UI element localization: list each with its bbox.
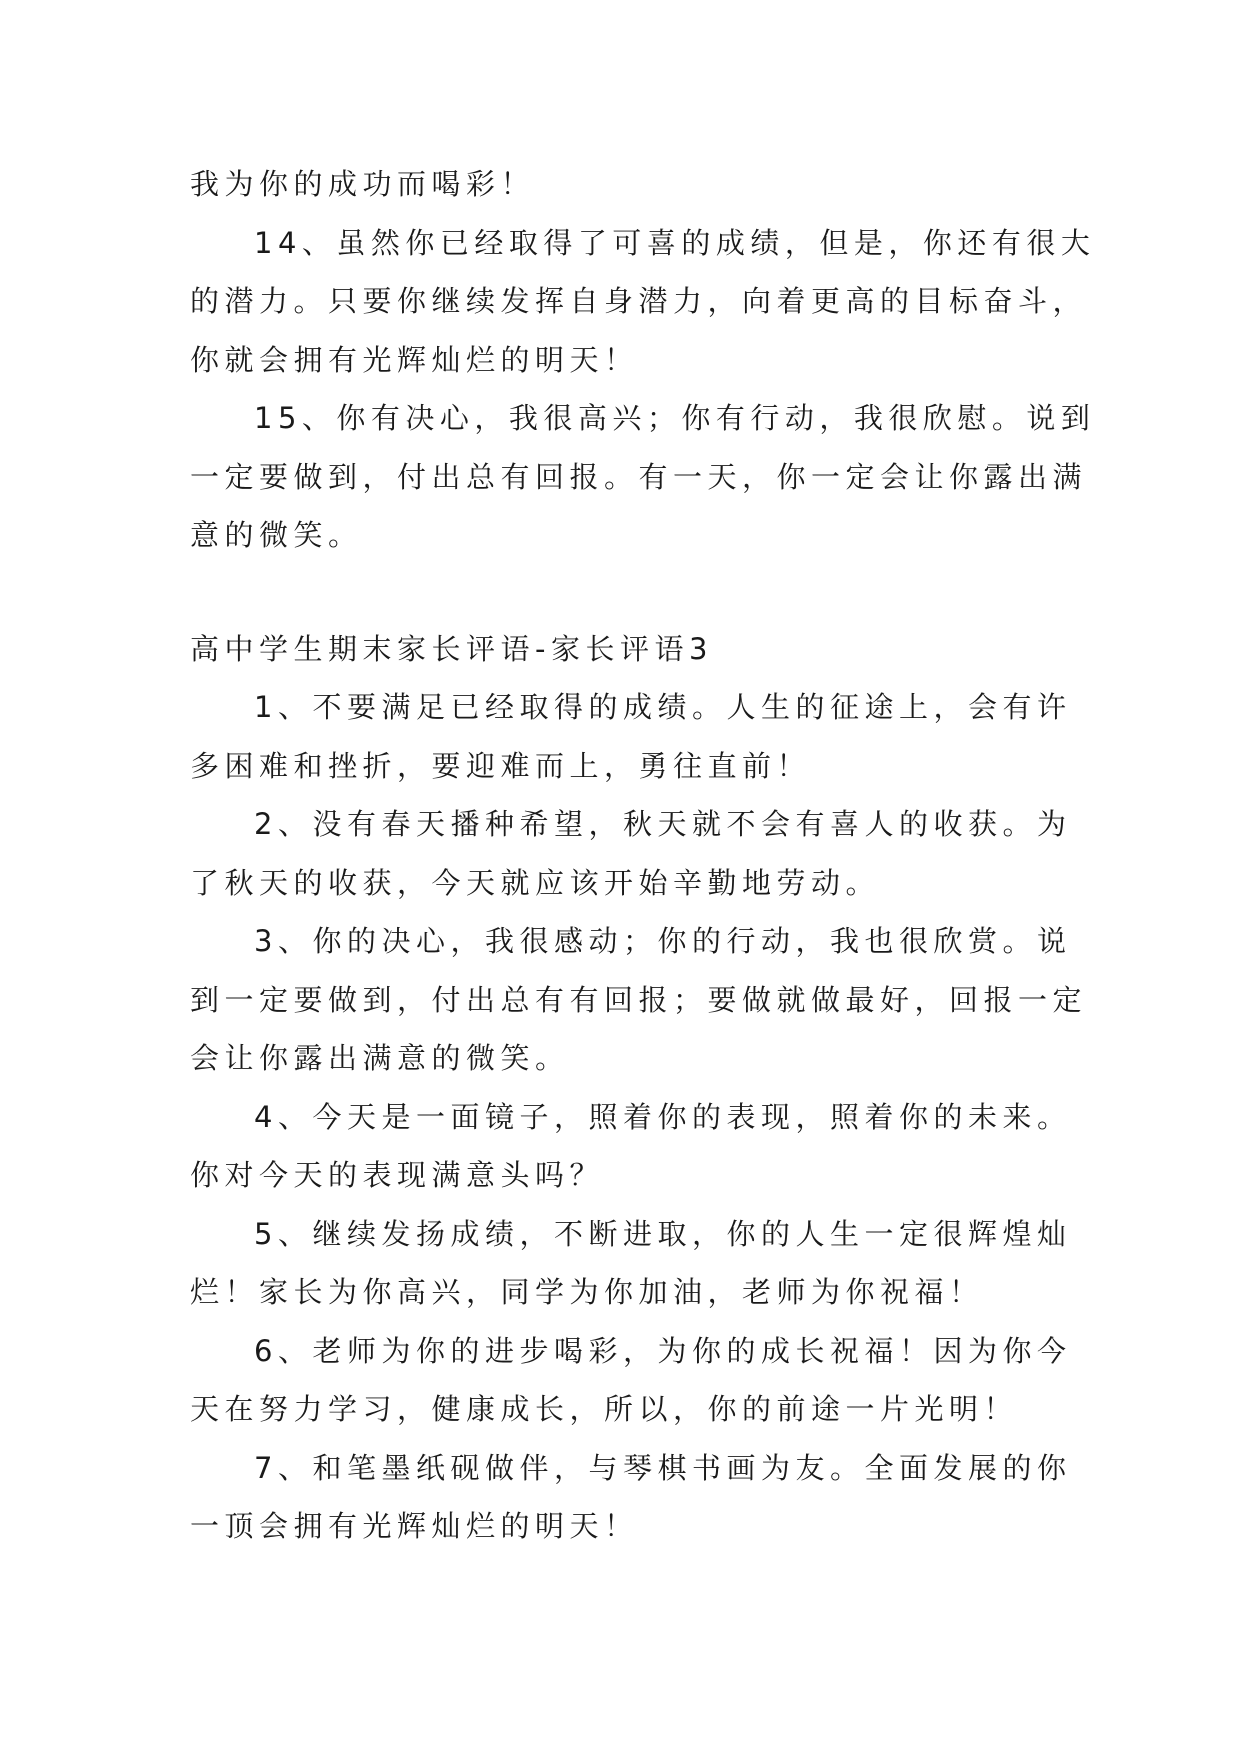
paragraph-item-1	[190, 678, 1070, 795]
text-line: 3、你的决心，我很感动；你的行动，我也很欣赏。说	[254, 924, 1072, 958]
text-line: 的潜力。只要你继续发挥自身潜力，向着更高的目标奋斗，	[190, 284, 1088, 318]
text-line: 一顶会拥有光辉灿烂的明天！	[190, 1509, 639, 1543]
paragraph-continuation	[190, 155, 1070, 214]
text-line: 意的微笑。	[190, 518, 363, 552]
text-line: 15、你有决心，我很高兴；你有行动，我很欣慰。说到	[254, 401, 1096, 435]
text-line: 多困难和挫折，要迎难而上，勇往直前！	[190, 748, 812, 783]
text-line: 我为你的成功而喝彩！	[190, 167, 536, 201]
text-line: 了秋天的收获，今天就应该开始辛勤地劳动。	[190, 865, 881, 900]
text-line: 你就会拥有光辉灿烂的明天！	[190, 342, 639, 377]
text-line: 5、继续发扬成绩，不断进取，你的人生一定很辉煌灿	[254, 1216, 1072, 1251]
text-line: 天在努力学习，健康成长，所以，你的前途一片光明！	[190, 1392, 1019, 1426]
text-line: 14、虽然你已经取得了可喜的成绩，但是，你还有很大	[254, 225, 1096, 260]
section-title: 高中学生期末家长评语-家长评语3	[190, 631, 713, 666]
paragraph-item-3	[190, 912, 1088, 1088]
text-line: 会让你露出满意的微笑。	[190, 1041, 570, 1075]
section-spacer	[190, 565, 1070, 620]
text-line: 你对今天的表现满意头吗？	[190, 1158, 605, 1192]
paragraph-item-5	[190, 1205, 1070, 1322]
paragraph-item-6	[190, 1322, 1070, 1439]
paragraph-item-15	[190, 389, 1096, 565]
text-line: 到一定要做到，付出总有有回报；要做就做最好，回报一定	[190, 982, 1088, 1017]
document-page	[190, 155, 1096, 1556]
text-line: 一定要做到，付出总有回报。有一天，你一定会让你露出满	[190, 459, 1088, 494]
paragraph-item-4	[190, 1088, 1070, 1205]
paragraph-item-7	[190, 1439, 1070, 1556]
paragraph-item-2	[190, 795, 1070, 912]
text-line: 7、和笔墨纸砚做伴，与琴棋书画为友。全面发展的你	[254, 1450, 1072, 1485]
text-line: 1、不要满足已经取得的成绩。人生的征途上，会有许	[254, 690, 1072, 724]
text-line: 烂！家长为你高兴，同学为你加油，老师为你祝福！	[190, 1275, 984, 1309]
paragraph-item-14	[190, 214, 1096, 390]
text-line: 6、老师为你的进步喝彩，为你的成长祝福！因为你今	[254, 1333, 1072, 1368]
text-line: 2、没有春天播种希望，秋天就不会有喜人的收获。为	[254, 807, 1072, 841]
text-line: 4、今天是一面镜子，照着你的表现，照着你的未来。	[254, 1099, 1072, 1134]
